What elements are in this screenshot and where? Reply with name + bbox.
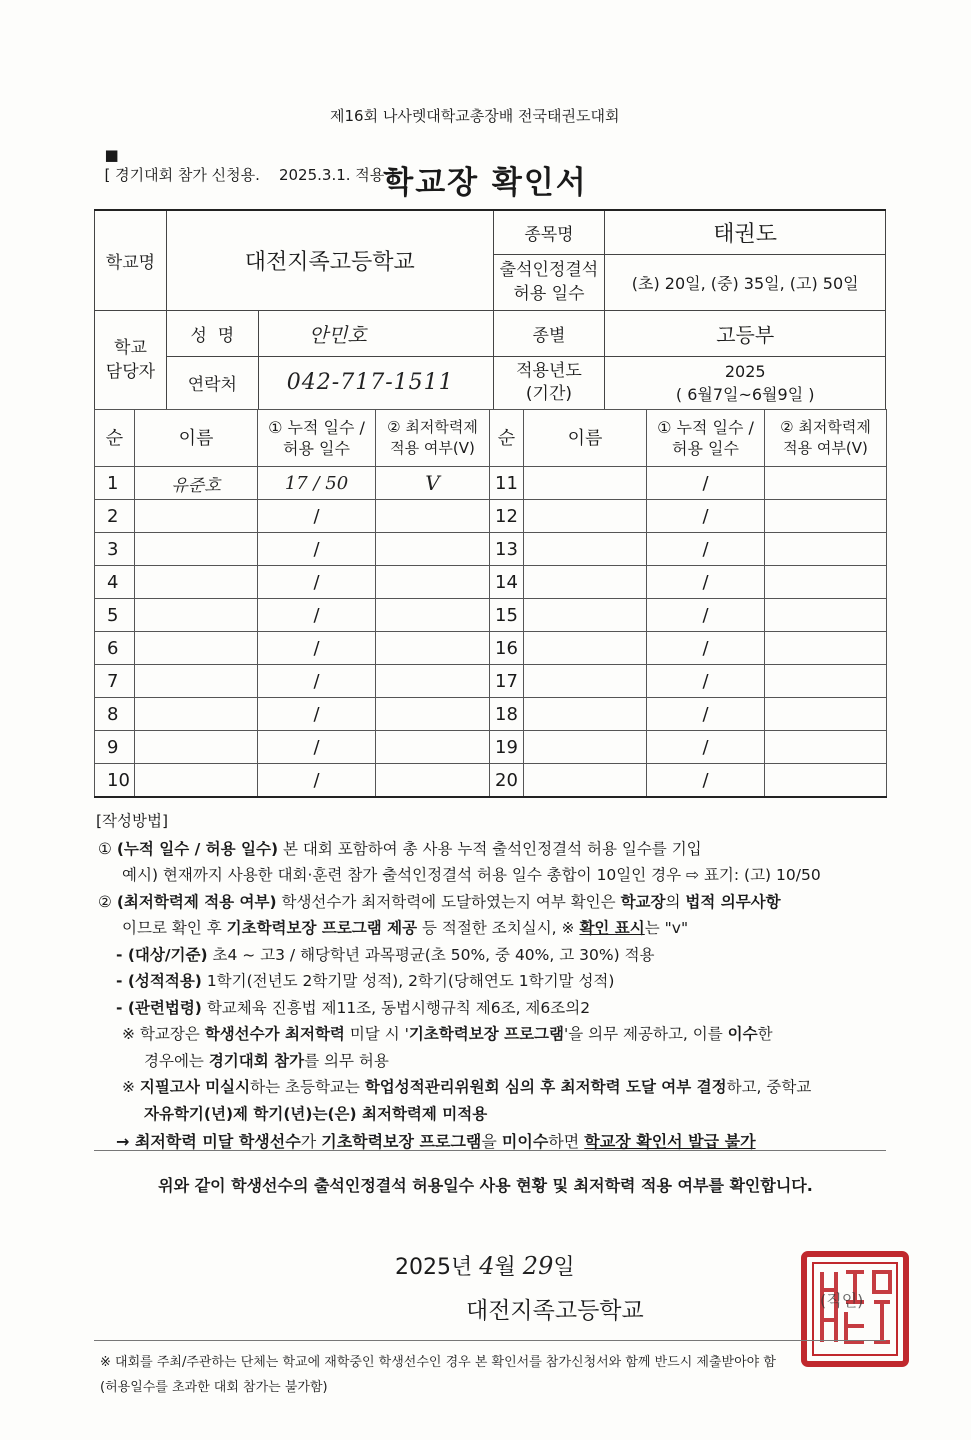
row-check-right — [765, 731, 887, 764]
header-days-right-1: ① 누적 일수 / — [657, 418, 754, 437]
row-name-right — [524, 500, 647, 533]
note-2-line2: 자유학기(년)제 학기(년)는(은) 최저학력제 미적용 — [144, 1104, 488, 1123]
arrow-note-e: 미이수 — [501, 1132, 549, 1151]
row-number-left: 5 — [95, 599, 135, 632]
event-title: 제16회 나사렛대학교총장배 전국태권도대회 — [330, 107, 620, 125]
row-name-right — [524, 599, 647, 632]
year-value — [605, 356, 886, 409]
header-days-left-2: 허용 일수 — [283, 439, 350, 458]
school-name: 대전지족고등학교 — [166, 210, 493, 310]
detail-law-text: 학교체육 진흥법 제11조, 동법시행규칙 제6조, 제6조의2 — [201, 998, 591, 1017]
header-days-left — [258, 410, 376, 467]
year-label-2: (기간) — [525, 383, 572, 404]
note-2-e: 하고, 중학교 — [726, 1078, 812, 1096]
row-number-left: 2 — [95, 500, 135, 533]
row-name-left — [135, 731, 258, 764]
instruction-2-line2-e: 는 "v" — [644, 919, 689, 937]
year-label-1: 적용년도 — [516, 360, 582, 381]
row-number-right: 19 — [490, 731, 524, 764]
detail-grades-bold: - (성적적용) — [116, 972, 202, 990]
row-number-right: 14 — [490, 566, 524, 599]
row-number-right: 17 — [490, 665, 524, 698]
instruction-2-line2-b: 기초학력보장 프로그램 제공 — [226, 919, 418, 937]
school-label: 학교명 — [95, 210, 167, 310]
sport-value: 태권도 — [605, 210, 886, 254]
attendance-label — [493, 254, 605, 310]
row-check-left — [376, 731, 490, 764]
row-days-left: / — [258, 500, 376, 533]
arrow-note-c: 기초학력보장 프로그램 — [321, 1132, 482, 1151]
row-name-right — [524, 731, 647, 764]
row-check-left — [376, 698, 490, 731]
instruction-2-line2 — [96, 915, 886, 942]
footer-note-2: (허용일수를 초과한 대회 참가는 불가함) — [100, 1380, 328, 1395]
row-number-right: 15 — [490, 599, 524, 632]
arrow-note-b: 가 — [300, 1132, 322, 1151]
row-name-right — [524, 632, 647, 665]
row-check-left — [376, 632, 490, 665]
year-number: 2025 — [724, 361, 766, 381]
note-1-b: 학생선수가 최저학력 — [204, 1025, 345, 1043]
row-number-right: 16 — [490, 632, 524, 665]
row-days-right: / — [647, 467, 765, 500]
instruction-1 — [96, 836, 886, 863]
detail-target-text: 초4 ~ 고3 / 해당학년 과목평균(초 50%, 중 40%, 고 30%) 적용 — [207, 945, 655, 964]
manager-label-2: 담당자 — [105, 361, 156, 382]
table-row — [95, 500, 887, 533]
instruction-2 — [96, 889, 886, 916]
row-days-right: / — [647, 500, 765, 533]
row-name-right — [524, 665, 647, 698]
date-month: 4 — [479, 1252, 495, 1280]
header-name-right: 이름 — [524, 410, 647, 467]
instruction-2-line2-c: 등 적절한 조치실시, ※ — [417, 919, 580, 937]
row-name-left — [135, 599, 258, 632]
arrow-note-f: 하면 — [548, 1132, 585, 1151]
row-name-left — [135, 764, 258, 798]
bullet-icon: ■ — [104, 146, 119, 164]
confirmation-text: 위와 같이 학생선수의 출석인정결석 허용일수 사용 현황 및 최저학력 적용 여부를 확인합니다. — [158, 1176, 813, 1195]
row-check-right — [765, 533, 887, 566]
row-check-right — [765, 764, 887, 798]
note-2 — [96, 1074, 886, 1101]
roster-table — [94, 409, 887, 798]
note-1-e: '을 의무 제공하고, 이를 — [564, 1025, 728, 1043]
instruction-2-line2-a: 이므로 확인 후 — [122, 919, 227, 937]
row-name-right — [524, 533, 647, 566]
row-days-left: / — [258, 731, 376, 764]
usage-text: [ 경기대회 참가 신청용. 2025.3.1. 적용 ] — [104, 166, 395, 184]
table-row — [95, 665, 887, 698]
contact-value: 042-717-1511 — [258, 356, 493, 409]
row-days-left: / — [258, 599, 376, 632]
row-number-left: 7 — [95, 665, 135, 698]
period-value: ( 6월7일~6월9일 ) — [675, 384, 815, 404]
row-days-left: / — [258, 764, 376, 798]
header-days-left-1: ① 누적 일수 / — [268, 418, 365, 437]
roster-body — [95, 467, 887, 798]
instruction-1-num: ① — [98, 839, 112, 858]
row-days-right: / — [647, 764, 765, 798]
table-row — [95, 698, 887, 731]
note-1-d: 기초학력보장 프로그램 — [408, 1025, 564, 1043]
row-days-right: / — [647, 599, 765, 632]
instruction-2-bold-b: 학교장 — [620, 892, 666, 911]
manager-label — [95, 310, 167, 409]
row-name-left — [135, 632, 258, 665]
row-days-right: / — [647, 731, 765, 764]
instructions-heading: [작성방법] — [96, 812, 168, 830]
division-label: 종별 — [493, 310, 605, 356]
row-days-right: / — [647, 665, 765, 698]
row-number-left: 9 — [95, 731, 135, 764]
row-name-left — [135, 500, 258, 533]
row-check-right — [765, 566, 887, 599]
arrow-note-a: → 최저학력 미달 학생선수 — [116, 1132, 301, 1151]
table-row — [95, 731, 887, 764]
detail-law — [96, 995, 886, 1022]
year-label — [493, 356, 605, 409]
instruction-1-bold: (누적 일수 / 허용 일수) — [116, 839, 279, 858]
row-name-right — [524, 764, 647, 798]
row-check-right — [765, 467, 887, 500]
row-days-left: / — [258, 632, 376, 665]
date-month-unit: 월 — [494, 1255, 516, 1280]
contact-label: 연락처 — [166, 356, 258, 409]
note-2-d: 학업성적관리위원회 심의 후 최저학력 도달 여부 결정 — [364, 1078, 727, 1096]
detail-target-bold: - (대상/기준) — [116, 945, 208, 964]
footer-note-1: ※ 대회를 주최/주관하는 단체는 학교에 재학중인 학생선수인 경우 본 확인서를 참가신청서와 함께 반드시 제출받아야 함 — [100, 1355, 776, 1370]
instruction-2-bold-d: 법적 의무사항 — [685, 892, 781, 911]
table-row — [95, 599, 887, 632]
attendance-value: (초) 20일, (중) 35일, (고) 50일 — [605, 254, 886, 310]
detail-grades-text: 1학기(전년도 2학기말 성적), 2학기(당해연도 1학기말 성적) — [201, 972, 615, 990]
instruction-2-text-a: 학생선수가 최저학력에 도달하였는지 여부 확인은 — [276, 892, 621, 911]
detail-law-bold: - (관련법령) — [116, 998, 202, 1017]
header-seq-right: 순 — [490, 410, 524, 467]
row-days-left: / — [258, 533, 376, 566]
signature-date — [395, 1250, 575, 1281]
division-value: 고등부 — [605, 310, 886, 356]
note-1-c: 미달 시 ' — [344, 1025, 409, 1043]
note-2-c: 하는 초등학교는 — [250, 1078, 365, 1096]
row-name-left — [135, 533, 258, 566]
row-check-left — [376, 665, 490, 698]
arrow-note-d: 을 — [481, 1132, 502, 1151]
header-seq-left: 순 — [95, 410, 135, 467]
row-number-right: 18 — [490, 698, 524, 731]
row-name-left — [135, 665, 258, 698]
detail-grades — [96, 968, 886, 995]
row-check-right — [765, 632, 887, 665]
arrow-note — [96, 1129, 886, 1156]
row-check-left — [376, 566, 490, 599]
row-number-left: 1 — [95, 467, 135, 500]
row-check-left — [376, 599, 490, 632]
date-day-unit: 일 — [553, 1255, 575, 1280]
table-row — [95, 764, 887, 798]
table-row — [95, 632, 887, 665]
instruction-1-line2: 예시) 현재까지 사용한 대회·훈련 참가 출석인정결석 허용 일수 총합이 10일인 경우 ⇨ 표기: (고) 10/50 — [122, 866, 821, 884]
row-days-right: / — [647, 698, 765, 731]
header-name-left: 이름 — [135, 410, 258, 467]
instruction-2-num: ② — [98, 892, 112, 911]
date-year: 2025년 — [395, 1255, 473, 1280]
arrow-note-g: 학교장 확인서 발급 불가 — [584, 1132, 756, 1151]
note-1-line2-a: 경우에는 — [144, 1051, 209, 1070]
row-name-right — [524, 467, 647, 500]
row-days-left: / — [258, 665, 376, 698]
row-name-left — [135, 698, 258, 731]
signature-school: 대전지족고등학교 — [466, 1298, 644, 1324]
row-number-left: 8 — [95, 698, 135, 731]
note-1-g: 한 — [757, 1025, 773, 1043]
row-check-left — [376, 533, 490, 566]
attendance-label-2: 허용 일수 — [513, 284, 585, 304]
note-2-a: ※ — [122, 1078, 140, 1096]
note-1-a: ※ 학교장은 — [122, 1025, 205, 1043]
date-day: 29 — [522, 1252, 554, 1280]
row-number-left: 4 — [95, 566, 135, 599]
table-row — [95, 566, 887, 599]
row-days-right: / — [647, 632, 765, 665]
row-days-left: / — [258, 566, 376, 599]
row-number-right: 13 — [490, 533, 524, 566]
row-check-right — [765, 698, 887, 731]
row-check-right — [765, 500, 887, 533]
header-min-left — [376, 410, 490, 467]
row-number-right: 11 — [490, 467, 524, 500]
row-days-right: / — [647, 533, 765, 566]
detail-target — [96, 942, 886, 969]
row-check-right — [765, 665, 887, 698]
note-1-line2-c: 를 의무 허용 — [304, 1051, 389, 1070]
row-number-left: 3 — [95, 533, 135, 566]
instruction-1-text: 본 대회 포함하여 총 사용 누적 출석인정결석 허용 일수를 기입 — [278, 839, 702, 858]
page-title: 학교장 확인서 — [383, 165, 588, 201]
note-1-f: 이수 — [727, 1025, 758, 1043]
row-name-right — [524, 566, 647, 599]
row-days-left: / — [258, 698, 376, 731]
note-1-line2 — [96, 1048, 886, 1075]
note-1 — [96, 1021, 886, 1048]
row-number-left: 10 — [95, 764, 135, 798]
name-value: 안민호 — [258, 310, 493, 356]
header-min-right-2: 적용 여부(V) — [783, 439, 868, 457]
row-check-left: V — [376, 467, 490, 500]
note-1-line2-b: 경기대회 참가 — [208, 1051, 305, 1070]
row-days-left: 17 / 50 — [258, 467, 376, 500]
row-name-left: 유준호 — [135, 467, 258, 500]
school-seal-icon — [800, 1250, 910, 1368]
table-row — [95, 467, 887, 500]
instruction-2-line2-d: 확인 표시 — [579, 919, 645, 937]
school-info-table — [94, 209, 886, 410]
row-days-right: / — [647, 566, 765, 599]
attendance-label-1: 출석인정결석 — [499, 260, 599, 280]
seal-hint: (직인) — [820, 1291, 864, 1310]
header-min-left-1: ② 최저학력제 — [387, 418, 478, 436]
footer-separator — [94, 1340, 886, 1341]
separator-line — [94, 1150, 886, 1151]
row-name-left — [135, 566, 258, 599]
row-check-right — [765, 599, 887, 632]
table-row — [95, 533, 887, 566]
row-number-right: 12 — [490, 500, 524, 533]
row-number-right: 20 — [490, 764, 524, 798]
header-days-right-2: 허용 일수 — [672, 439, 739, 458]
row-number-left: 6 — [95, 632, 135, 665]
instruction-2-bold: (최저학력제 적용 여부) — [116, 892, 277, 911]
instruction-2-text-c: 의 — [665, 892, 686, 911]
row-name-right — [524, 698, 647, 731]
note-2-b: 지필고사 미실시 — [139, 1078, 251, 1096]
header-days-right — [647, 410, 765, 467]
row-check-left — [376, 764, 490, 798]
row-check-left — [376, 500, 490, 533]
header-min-right-1: ② 최저학력제 — [780, 418, 871, 436]
manager-label-1: 학교 — [114, 337, 147, 358]
header-min-left-2: 적용 여부(V) — [390, 439, 475, 457]
name-label: 성 명 — [166, 310, 258, 356]
sport-label: 종목명 — [493, 210, 605, 254]
header-min-right — [765, 410, 887, 467]
instructions — [96, 808, 886, 1156]
